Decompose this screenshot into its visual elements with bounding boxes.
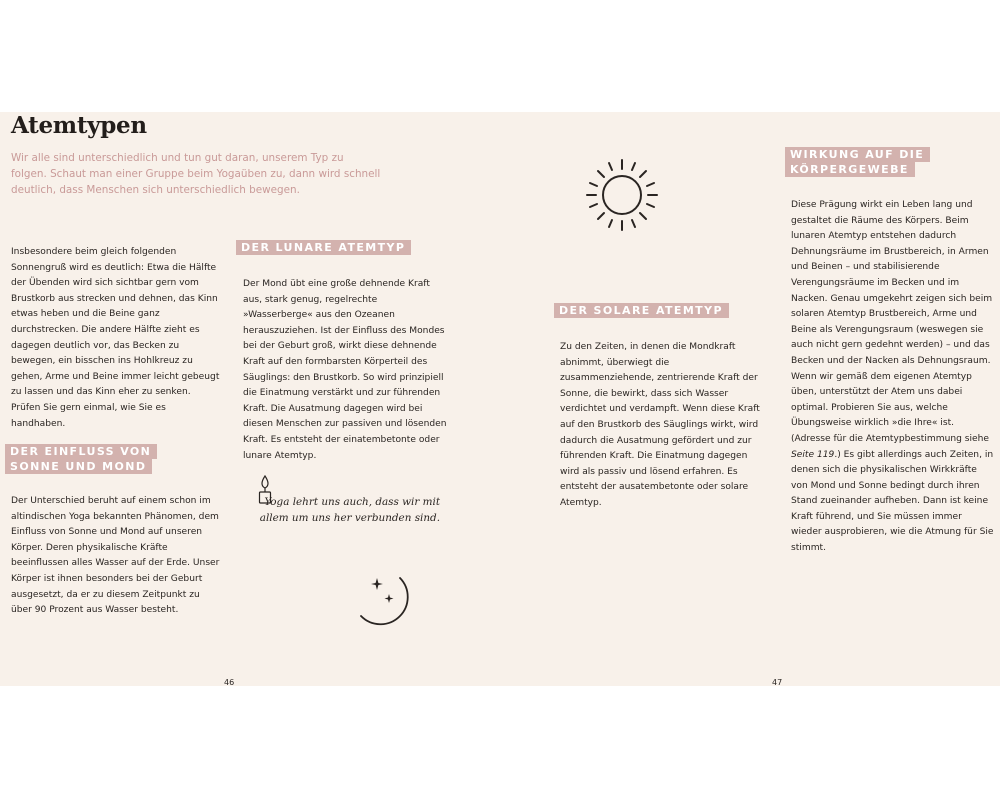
col1-paragraph-1: Insbesondere beim gleich folgenden Sonnengruß wird es deutlich: Etwa die Hälfte der Übenden wird sich sichtbar gern vom Brustkorb aus strecken und dehnen, das Kinn etwas heben und die Beine ganz durchstrecken. Die andere Hälfte zieht es dagegen deutlich vor, das Becken zu bewegen, ein bisschen ins Hohlkreuz zu gehen, Arme und Beine immer leicht gebeugt zu lassen und das Kinn eher zu senken. Prüfen Sie gern einmal, wie Sie es handhaben.: [11, 247, 220, 429]
heading-label: DER EINFLUSS VON SONNE UND MOND: [5, 444, 157, 474]
sun-icon: [584, 156, 660, 234]
heading-wirkung-koerpergewebe: [785, 147, 935, 177]
heading-label: DER LUNARE ATEMTYP: [236, 240, 411, 255]
heading-lunarer-atemtyp: [236, 240, 446, 255]
col4-text-start: Diese Prägung wirkt ein Leben lang und gestaltet die Räume des Körpers. Beim lunaren Atemtyp entstehen dadurch Dehnungsräume im Brustbereich, in Armen und Beinen – und stabilisierende Verengungsräume im Becken und im Nacken. Genau umgekehrt zeigen sich beim solaren Atemtyp Brustbereich, Arme und Beine als Verengungsraum (weswegen sie auch nicht gern gedehnt werden) – und das Becken und der Nacken als Dehnungsraum. Wenn wir gemäß dem eigenen Atemtyp üben, unterstützt der Atem uns dabei optimal. Probieren Sie aus, welche Übungsweise wirklich »die Ihre« ist. (Adresse für die Atemtypbestimmung siehe: [791, 200, 993, 444]
col1-paragraph-2: Der Unterschied beruht auf einem schon im altindischen Yoga bekannten Phänomen, dem Einfluss von Sonne und Mond auf unseren Körper. Deren physikalische Kräfte beeinflussen alles Wasser auf der Erde. Unser Körper ist ihnen besonders bei der Geburt ausgesetzt, da er zu diesem Zeitpunkt zu über 90 Prozent aus Wasser besteht.: [11, 496, 220, 616]
moon-stars-icon: [355, 572, 421, 636]
intro-text: Wir alle sind unterschiedlich und tun gut daran, unserem Typ zu folgen. Schaut man einer Gruppe beim Yogaüben zu, dann wird schnell deutlich, dass Menschen sich unterschiedlich bewegen.: [11, 152, 381, 196]
page-title: Atemtypen: [11, 112, 147, 139]
col4-paragraph: [791, 198, 995, 557]
col4-text-end: .) Es gibt allerdings auch Zeiten, in denen sich die physikalischen Wirkkräfte von Mond und Sonne bedingt durch ihren Stand zueinander aufheben. Dann ist keine Kraft führend, und Sie müssen immer wieder ausprobieren, wie die Atmung für Sie stimmt.: [791, 449, 994, 554]
page-number-right: 47: [772, 678, 783, 687]
heading-solarer-atemtyp: [554, 303, 754, 318]
col2-paragraph: Der Mond übt eine große dehnende Kraft aus, stark genug, regelrechte »Wasserberge« aus den Ozeanen herauszuziehen. Ist der Einfluss des Mondes bei der Geburt groß, wirkt diese dehnende Kraft auf den formbarsten Körperteil des Säuglings: den Brustkorb. So wird prinzipiell die Einatmung verstärkt und zur führenden Kraft. Die Ausatmung dagegen wird bei diesen Menschen zur passiven und lösenden Kraft. Es entsteht der einatembetonte oder lunare Atemtyp.: [243, 279, 447, 461]
yoga-quote: Yoga lehrt uns auch, dass wir mit allem um uns her verbunden sind.: [259, 496, 440, 524]
page-number-left: 46: [224, 678, 235, 687]
heading-label: DER SOLARE ATEMTYP: [554, 303, 729, 318]
heading-label: WIRKUNG AUF DIE KÖRPERGEWEBE: [785, 147, 930, 177]
col3-paragraph: Zu den Zeiten, in denen die Mondkraft abnimmt, überwiegt die zusammenziehende, zentrierende Kraft der Sonne, die bewirkt, dass sich Wasser verdichtet und verdampft. Wenn diese Kraft auf den Brustkorb des Säuglings wirkt, wird dadurch die Ausatmung gefördert und zur führenden Kraft. Die Einatmung dagegen wird als passiv und lösend erfahren. Es entsteht der ausatembetonte oder solare Atemtyp.: [560, 342, 760, 508]
heading-einfluss-sonne-mond: [5, 444, 205, 474]
page-reference: Seite 119: [791, 449, 835, 460]
